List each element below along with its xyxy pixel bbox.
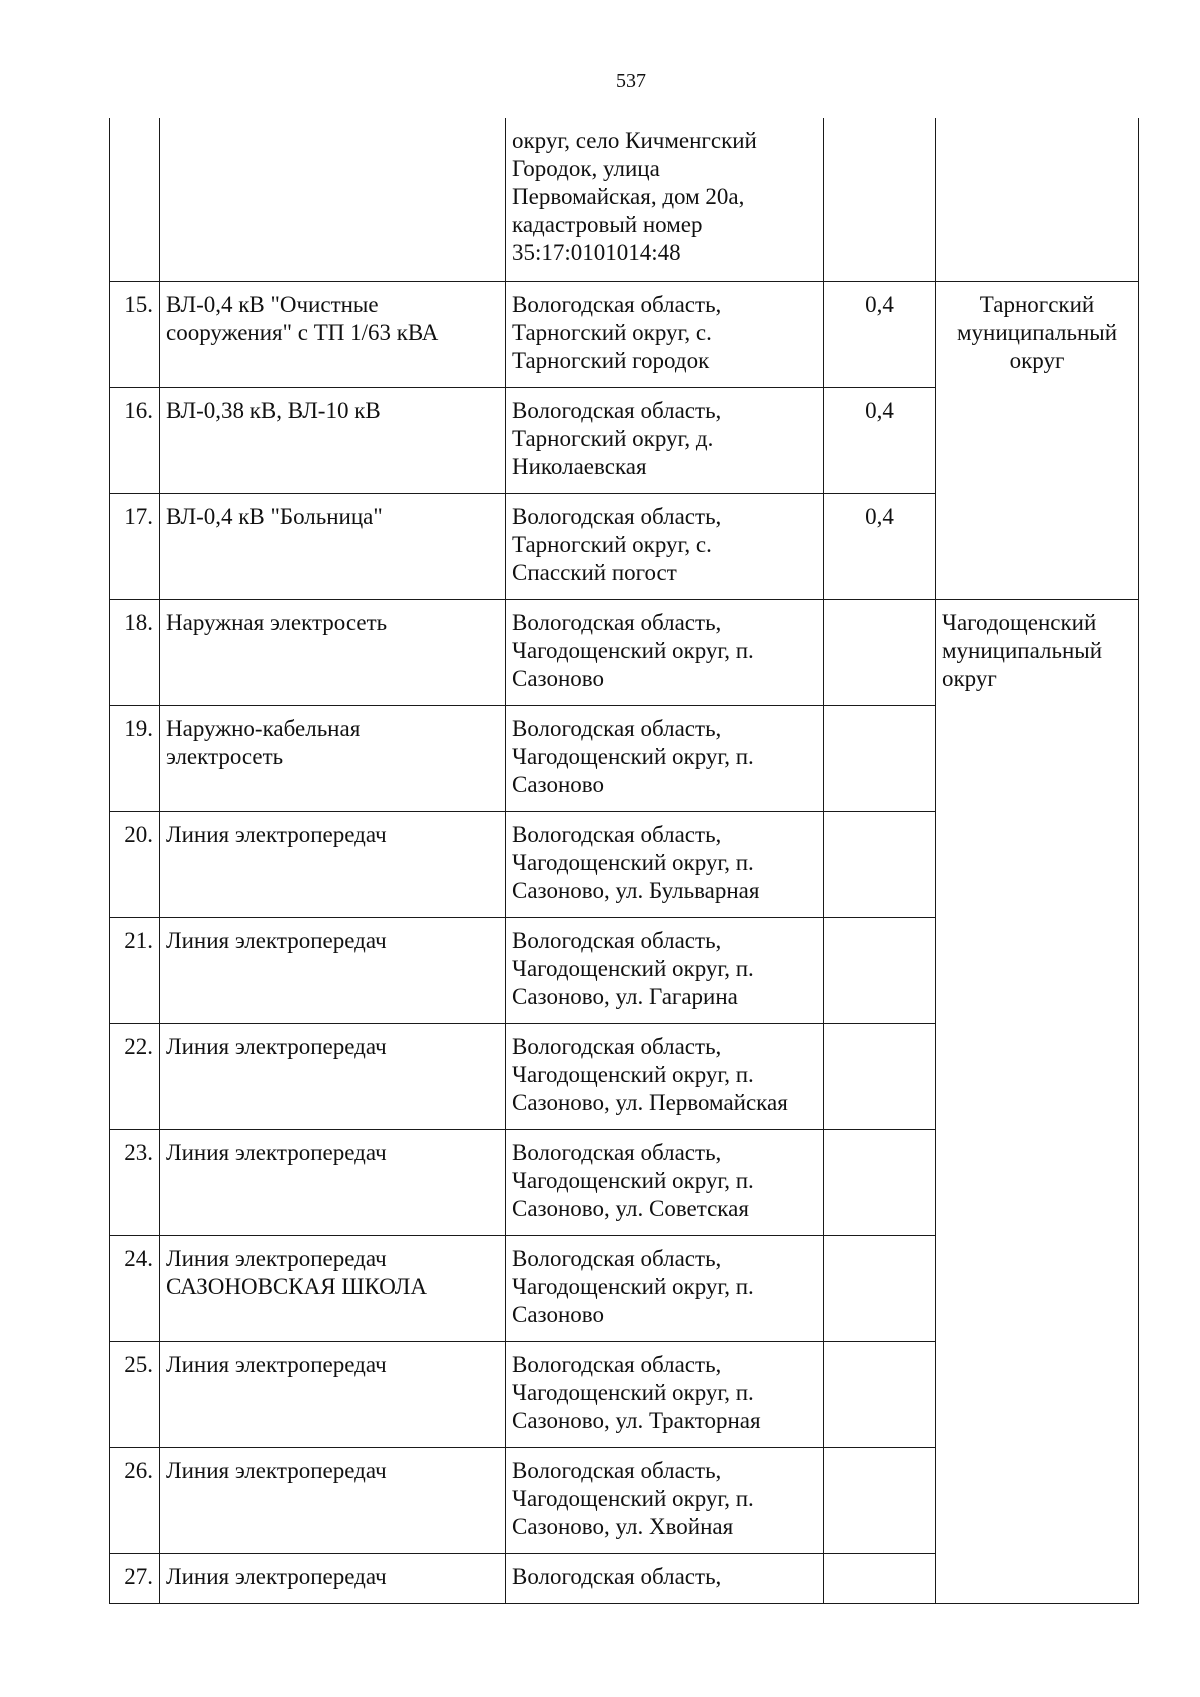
object-name [160,1235,506,1341]
object-name-line: Линия электропередач [166,1033,387,1059]
object-name [160,493,506,599]
object-name-line: Линия электропередач [166,1351,387,1377]
object-voltage [824,811,936,917]
object-name-line: сооружения" с ТП 1/63 кВА [166,319,439,345]
object-name-line: электросеть [166,743,284,769]
district-cell-line: Тарногский [979,291,1095,317]
object-address-line: Чагодощенский округ, п. [512,849,754,875]
object-name-line: Наружная электросеть [166,609,388,635]
object-name-line: Линия электропередач [166,821,387,847]
object-address [506,811,824,917]
object-name [160,1023,506,1129]
object-address-line: Городок, улица [512,156,660,181]
table-row [110,599,1139,705]
district-cell-line: муниципальный [942,637,1103,663]
object-address-line: Первомайская, дом 20а, [512,184,745,209]
district-cell-line: округ [942,665,997,691]
object-voltage: 0,4 [824,387,936,493]
row-number: 20. [110,811,160,917]
object-address-line: Сазоново, ул. Гагарина [512,983,738,1009]
object-name [160,1447,506,1553]
row-number: 16. [110,387,160,493]
object-address [506,281,824,387]
object-address-line: Чагодощенский округ, п. [512,637,754,663]
object-voltage [824,1023,936,1129]
object-address-line: округ, село Кичменгский [512,128,757,153]
object-address-line: Вологодская область, [512,821,722,847]
row-number: 23. [110,1129,160,1235]
object-voltage [824,917,936,1023]
object-address-line: Тарногский округ, с. [512,319,712,345]
object-address-line: Вологодская область, [512,715,722,741]
object-address-line: Сазоново, ул. Бульварная [512,877,760,903]
object-name-line: САЗОНОВСКАЯ ШКОЛА [166,1273,427,1299]
object-address-line: Вологодская область, [512,397,722,423]
object-address [506,917,824,1023]
object-address-line: Чагодощенский округ, п. [512,955,754,981]
district-cell [936,118,1139,281]
row-number: 22. [110,1023,160,1129]
object-address [506,1023,824,1129]
object-name [160,118,506,281]
object-name-line: Линия электропередач [166,1457,387,1483]
object-name [160,917,506,1023]
object-name [160,705,506,811]
object-voltage [824,1553,936,1603]
row-number: 18. [110,599,160,705]
object-address-line: Чагодощенский округ, п. [512,1273,754,1299]
object-address-line: Вологодская область, [512,1139,722,1165]
district-cell [936,281,1139,599]
object-address-line: кадастровый номер [512,212,703,237]
object-name [160,811,506,917]
object-name [160,1129,506,1235]
object-address-line: Сазоново, ул. Хвойная [512,1513,734,1539]
row-number: 17. [110,493,160,599]
page-number: 537 [616,70,646,92]
object-address-line: Вологодская область, [512,1245,722,1271]
object-address [506,493,824,599]
table-row [110,118,1139,281]
object-name-line: ВЛ-0,38 кВ, ВЛ-10 кВ [166,397,381,423]
row-number: 26. [110,1447,160,1553]
object-address-line: Вологодская область, [512,503,722,529]
object-address-line: Вологодская область, [512,609,722,635]
object-voltage: 0,4 [824,493,936,599]
object-address-line: Сазоново, ул. Первомайская [512,1089,788,1115]
object-address-line: Чагодощенский округ, п. [512,1167,754,1193]
object-address-line: Чагодощенский округ, п. [512,1379,754,1405]
object-address-line: Вологодская область, [512,1563,722,1589]
object-address-line: Вологодская область, [512,1351,722,1377]
district-cell-line: муниципальный [956,319,1118,345]
row-number: 24. [110,1235,160,1341]
object-address-line: Сазоново, ул. Советская [512,1195,749,1221]
object-address [506,599,824,705]
object-name-line: ВЛ-0,4 кВ "Очистные [166,291,379,317]
object-address-line: Чагодощенский округ, п. [512,1485,754,1511]
object-address-line: Вологодская область, [512,1457,722,1483]
object-name [160,281,506,387]
district-cell [936,599,1139,1603]
registry-table [109,118,1139,1604]
object-address-line: Чагодощенский округ, п. [512,743,754,769]
object-voltage [824,1341,936,1447]
row-number [110,118,160,281]
object-voltage [824,599,936,705]
object-address-line: Вологодская область, [512,1033,722,1059]
object-name-line: Линия электропередач [166,1563,387,1589]
object-address-line: Николаевская [512,453,647,479]
row-number: 19. [110,705,160,811]
row-number: 21. [110,917,160,1023]
object-address [506,705,824,811]
object-address [506,118,824,281]
table-row [110,281,1139,387]
object-address [506,1129,824,1235]
object-address [506,387,824,493]
object-address-line: Сазоново, ул. Тракторная [512,1407,761,1433]
object-address-line: Вологодская область, [512,291,722,317]
object-name-line: Наружно-кабельная [166,715,361,741]
object-address [506,1235,824,1341]
object-address-line: Вологодская область, [512,927,722,953]
row-number: 27. [110,1553,160,1603]
object-voltage [824,705,936,811]
object-address-line: Чагодощенский округ, п. [512,1061,754,1087]
object-name [160,387,506,493]
object-voltage: 0,4 [824,281,936,387]
object-voltage [824,1447,936,1553]
object-name [160,599,506,705]
object-voltage [824,1235,936,1341]
object-address-line: Тарногский округ, с. [512,531,712,557]
object-voltage [824,118,936,281]
object-address-line: Тарногский городок [512,347,710,373]
object-name-line: ВЛ-0,4 кВ "Больница" [166,503,383,529]
object-address-line: Сазоново [512,1301,605,1327]
object-name-line: Линия электропередач [166,1245,387,1271]
object-address-line: 35:17:0101014:48 [512,240,681,265]
district-cell-line: Чагодощенский [942,609,1097,635]
object-voltage [824,1129,936,1235]
object-address [506,1447,824,1553]
object-address-line: Спасский погост [512,559,677,585]
object-name-line: Линия электропередач [166,927,387,953]
row-number: 15. [110,281,160,387]
object-address-line: Сазоново [512,665,605,691]
object-name-line: Линия электропередач [166,1139,387,1165]
row-number: 25. [110,1341,160,1447]
object-address-line: Тарногский округ, д. [512,425,714,451]
object-name [160,1553,506,1603]
object-address [506,1341,824,1447]
object-address [506,1553,824,1603]
object-name [160,1341,506,1447]
object-address-line: Сазоново [512,771,605,797]
district-cell-line: округ [1009,347,1065,373]
